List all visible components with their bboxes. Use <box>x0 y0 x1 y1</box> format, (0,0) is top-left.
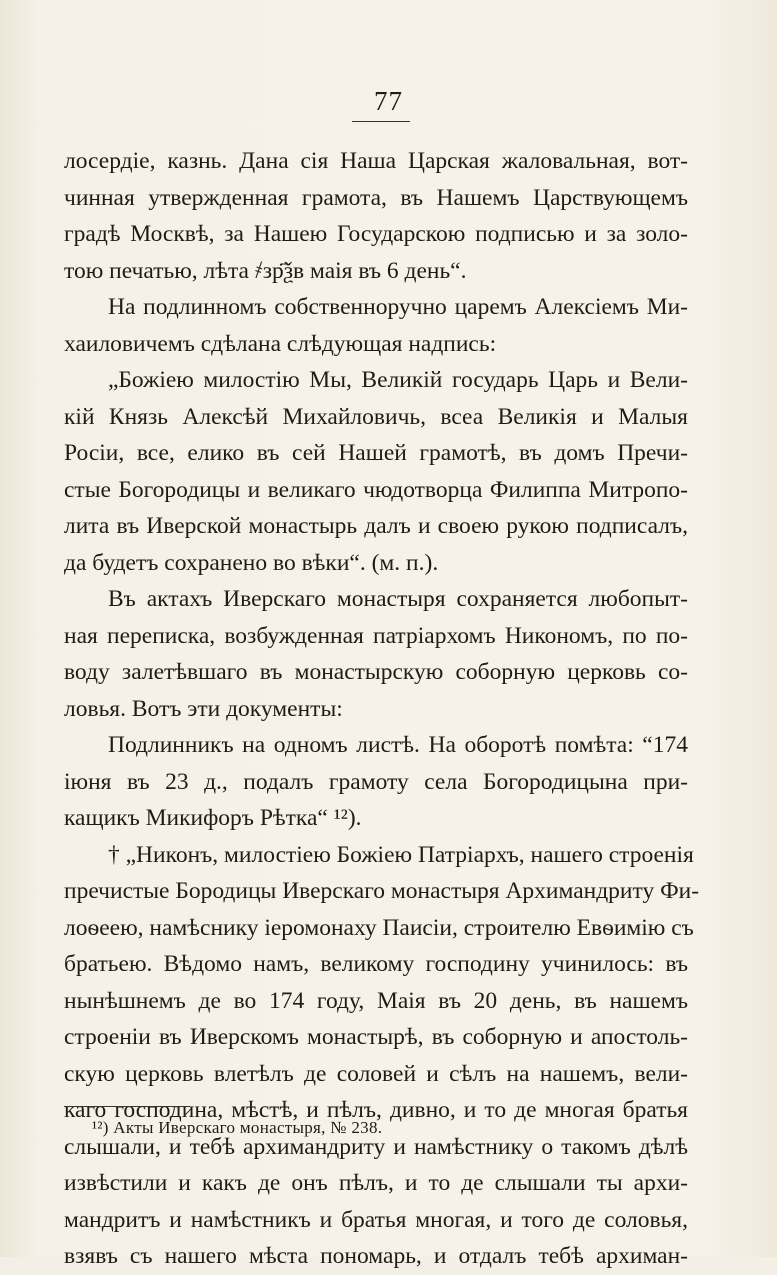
text-line: строеніи въ Иверскомъ монастырѣ, въ соборную и апостоль- <box>64 1024 688 1050</box>
text-line: На подлинномъ собственноручно царемъ Алексіемъ Ми- <box>108 294 688 320</box>
text-line: мандритъ и намѣстникъ и братья многая, и того де соловья, <box>64 1206 688 1233</box>
text-line: „Божіею милостію Мы, Великій государь Царь и Вели- <box>108 367 688 393</box>
text-line: іюня въ 23 д., подалъ грамоту села Богородицына при- <box>64 768 688 795</box>
footnote: ¹²) Акты Иверскаго монастыря, № 238. <box>92 1118 383 1137</box>
text-line: взявъ съ нашего мѣста пономарь, и отдалъ тебѣ архиман- <box>64 1243 688 1269</box>
text-line: градѣ Москвѣ, за Нашею Государскою подписью и за золо- <box>64 221 688 247</box>
text-line: Въ актахъ Иверскаго монастыря сохраняется любопыт- <box>108 586 688 612</box>
text-line: скую церковь влетѣлъ де соловей и сѣлъ на нашемъ, вели- <box>64 1060 688 1087</box>
text-line: кій Князь Алексѣй Михайловичь, всеа Великія и Малыя <box>64 403 688 430</box>
body-text <box>64 143 700 1275</box>
text-line: ловья. Вотъ эти документы: <box>64 695 343 722</box>
text-line: Росіи, все, елико въ сей Нашей грамотѣ, въ домъ Пречи- <box>64 440 688 466</box>
text-line: лита въ Иверской монастырь далъ и своею рукою подписалъ, <box>64 513 688 539</box>
page-number-rule <box>352 121 410 122</box>
text-line: стые Богородицы и великаго чюдотворца Филиппа Митропо- <box>64 476 688 503</box>
text-line: пречистые Бородицы Иверскаго монастыря Архимандриту Фи- <box>64 878 700 904</box>
text-line: лоѳеею, намѣснику іеромонаху Паисіи, строителю Евѳимію съ <box>64 914 694 941</box>
text-line: чинная утвержденная грамота, въ Нашемъ Царствующемъ <box>64 184 688 211</box>
text-line: братьею. Вѣдомо намъ, великому господину учинилось: въ <box>64 951 688 977</box>
text-line: тою печатью, лѣта ҂зр҃ѯв маія въ 6 день“. <box>64 257 467 284</box>
page-number: 77 <box>374 86 403 116</box>
text-line: кащикъ Микифоръ Рѣтка“ ¹²). <box>64 805 362 831</box>
text-line: нынѣшнемъ де во 174 году, Маія въ 20 день, въ нашемъ <box>64 987 688 1014</box>
text-line: ная переписка, возбужденная патріархомъ Никономъ, по по- <box>64 622 688 649</box>
text-line: каго господина, мѣстѣ, и пѣлъ, дивно, и то де многая братья <box>64 1097 688 1123</box>
text-line: воду залетѣвшаго въ монастырскую соборную церковь со- <box>64 659 688 685</box>
text-line: Подлинникъ на одномъ листѣ. На оборотѣ помѣта: “174 <box>108 732 688 758</box>
text-line: извѣстили и какъ де онъ пѣлъ, и то де слышали ты архи- <box>64 1170 688 1196</box>
text-line: хаиловичемъ сдѣлана слѣдующая надпись: <box>64 330 497 357</box>
text-line: да будетъ сохранено во вѣки“. (м. п.). <box>64 549 439 576</box>
footnote-rule <box>64 1106 190 1107</box>
text-line: † „Никонъ, милостіею Божіею Патріархъ, нашего строенія <box>108 841 694 868</box>
text-line: слышали, и тебѣ архимандриту и намѣстнику о такомъ дѣлѣ <box>64 1133 688 1160</box>
text-line: лосердіе, казнь. Дана сія Наша Царская жаловальная, вот- <box>64 148 688 174</box>
